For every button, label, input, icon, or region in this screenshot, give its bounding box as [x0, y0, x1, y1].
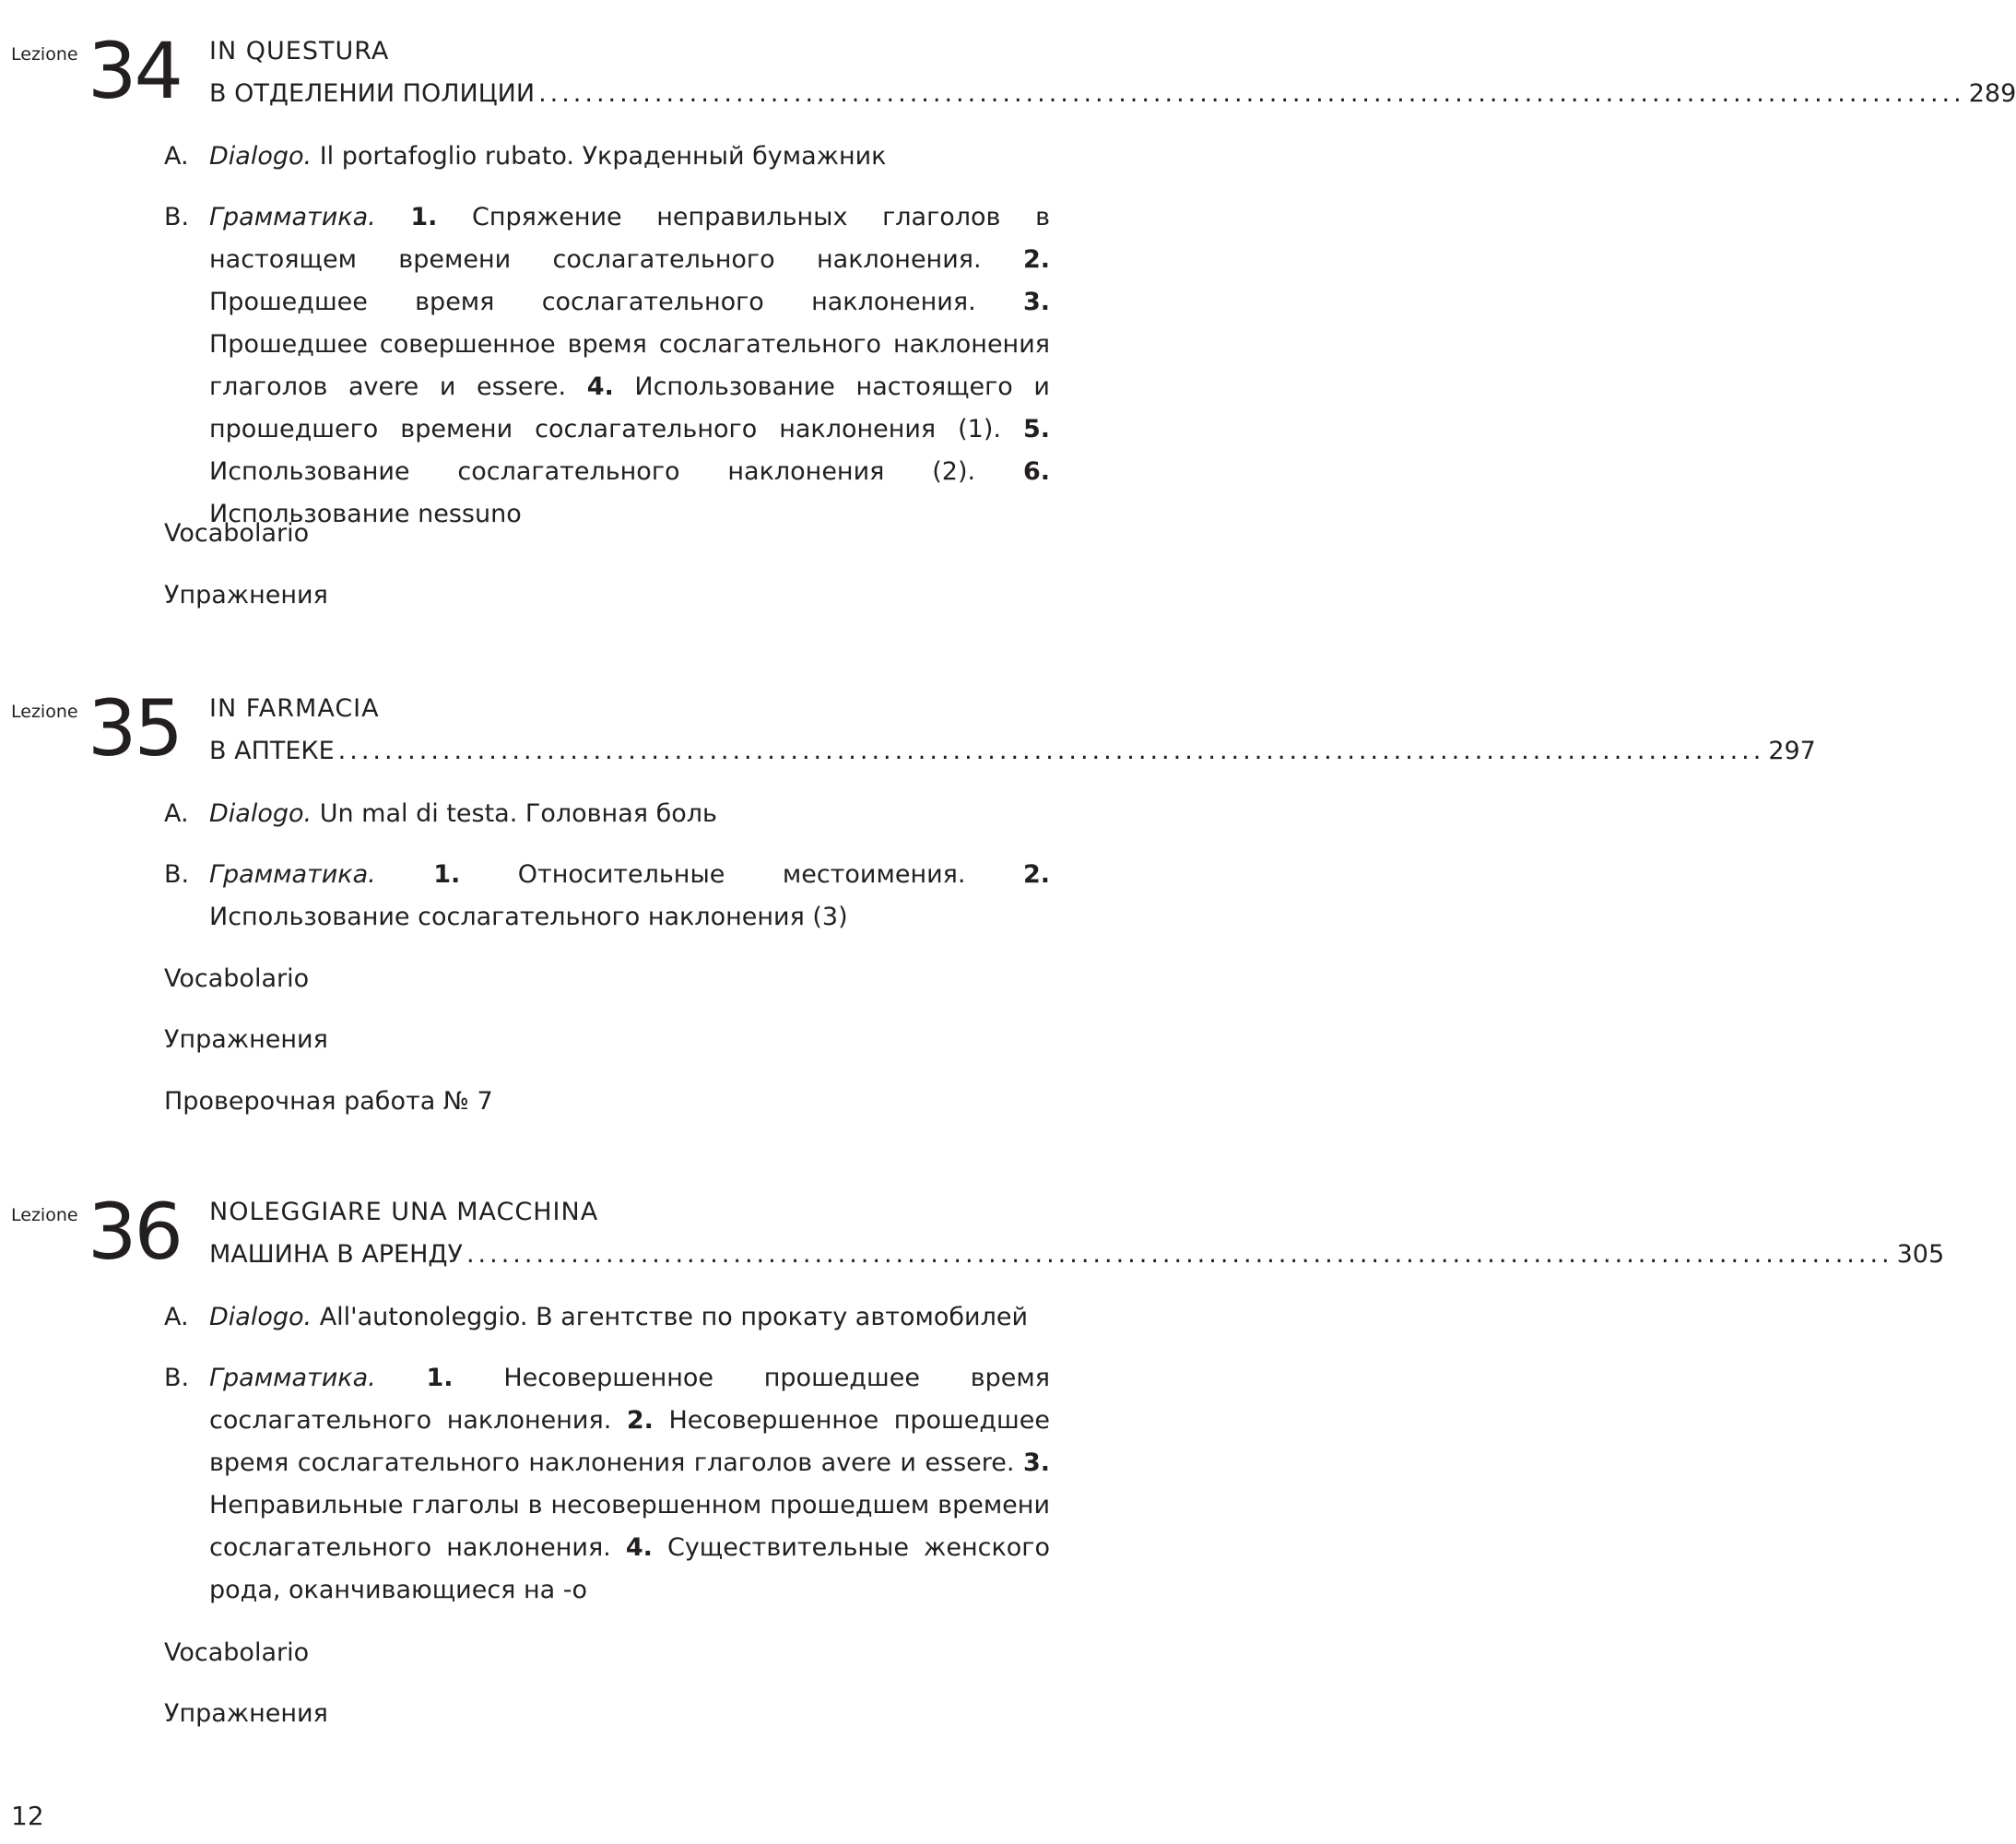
lesson-title: [209, 1191, 1945, 1276]
lesson-label: Lezione: [11, 44, 78, 65]
item-number: 1.: [433, 860, 461, 889]
title-italian: IN QUESTURA: [209, 37, 390, 65]
entry-a: [164, 793, 1050, 835]
entry-kind: Dialogo.: [209, 799, 312, 828]
title-italian: NOLEGGIARE UNA MACCHINA: [209, 1198, 599, 1226]
item-text: Спряжение неправильных глаголов в настоящем времени сослагательного наклонения.: [209, 203, 1050, 274]
lesson-label: Lezione: [11, 1205, 78, 1225]
vocabolario: Vocabolario: [164, 964, 310, 993]
leader-dots: ...........................................................................................................................: [337, 737, 1765, 765]
entry-kind: Грамматика.: [209, 203, 376, 231]
vocabolario: Vocabolario: [164, 1638, 310, 1667]
item-number: 5.: [1022, 415, 1050, 443]
entry-a: [164, 136, 1050, 178]
item-number: 4.: [625, 1533, 653, 1562]
title-russian: МАШИНА В АРЕНДУ: [209, 1240, 463, 1269]
item-text: Использование сослагательного наклонения (3): [209, 903, 848, 931]
leader-dots: ...........................................................................................................................: [466, 1240, 1893, 1269]
entry-b: [164, 196, 1050, 536]
item-number: 2.: [626, 1406, 654, 1435]
title-russian: В АПТЕКЕ: [209, 737, 335, 765]
item-text: Прошедшее время сослагательного наклонения.: [209, 288, 976, 316]
entry-a: [164, 1296, 1050, 1339]
item-text: Несовершенное прошедшее время сослагательного наклонения.: [209, 1364, 1051, 1435]
item-number: 1.: [410, 203, 438, 231]
entry-marker: B.: [164, 1364, 190, 1392]
entry-marker: B.: [164, 203, 190, 231]
item-text: Прошедшее совершенное время сослагательного наклонения глаголов avere и essere.: [209, 330, 1050, 401]
item-text: Использование nessuno: [209, 500, 522, 528]
item-text: Относительные местоимения.: [517, 860, 966, 889]
entry-kind: Dialogo.: [209, 142, 312, 171]
page-ref: 289: [1968, 79, 2016, 108]
entry-text: Il portafoglio rubato. Украденный бумажник: [319, 142, 887, 171]
title-italian: IN FARMACIA: [209, 694, 380, 723]
item-number: 2.: [1022, 245, 1050, 274]
item-text: Неправильные глаголы в несовершенном прошедшем времени сослагательного наклонения.: [209, 1491, 1050, 1562]
lesson-number: 36: [88, 1187, 181, 1277]
item-text: Несовершенное прошедшее время сослагательного наклонения глаголов avere и essere.: [209, 1406, 1050, 1477]
exercises: Упражнения: [164, 1025, 328, 1054]
toc-line[interactable]: [209, 1234, 1945, 1276]
entry-text: Un mal di testa. Головная боль: [319, 799, 717, 828]
item-number: 4.: [586, 372, 614, 401]
item-number: 3.: [1022, 1448, 1050, 1477]
exercises: Упражнения: [164, 1699, 328, 1728]
lesson-title: [209, 688, 1816, 773]
item-text: Использование настоящего и прошедшего времени сослагательного наклонения (1).: [209, 372, 1050, 443]
entry-kind: Dialogo.: [209, 1303, 312, 1331]
item-number: 3.: [1022, 288, 1050, 316]
entry-marker: A.: [164, 142, 189, 171]
entry-marker: A.: [164, 799, 189, 828]
leader-dots: ...........................................................................................................................: [538, 79, 1965, 108]
page-number: 12: [11, 1801, 44, 1831]
exercises: Упражнения: [164, 581, 328, 609]
entry-b: [164, 1357, 1050, 1612]
entry-marker: B.: [164, 860, 190, 889]
page-ref: 305: [1896, 1240, 1945, 1269]
lesson-number: 34: [88, 26, 181, 116]
item-number: 2.: [1022, 860, 1051, 889]
vocabolario: Vocabolario: [164, 519, 310, 548]
lesson-title: [209, 30, 2016, 115]
entry-b: [164, 854, 1050, 939]
toc-line[interactable]: [209, 730, 1816, 773]
item-text: Использование сослагательного наклонения (2).: [209, 457, 976, 486]
item-text: Существительные женского рода, оканчивающиеся на -о: [209, 1533, 1050, 1604]
page-ref: 297: [1768, 737, 1816, 765]
toc-line[interactable]: [209, 73, 2016, 115]
lesson-label: Lezione: [11, 702, 78, 722]
entry-kind: Грамматика.: [209, 860, 376, 889]
entry-marker: A.: [164, 1303, 189, 1331]
title-russian: В ОТДЕЛЕНИИ ПОЛИЦИИ: [209, 79, 536, 108]
entry-kind: Грамматика.: [209, 1364, 376, 1392]
item-number: 1.: [426, 1364, 454, 1392]
lesson-number: 35: [88, 683, 181, 774]
item-number: 6.: [1022, 457, 1050, 486]
test-work: Проверочная работа № 7: [164, 1087, 493, 1116]
entry-text: All'autonoleggio. В агентстве по прокату автомобилей: [319, 1303, 1029, 1331]
